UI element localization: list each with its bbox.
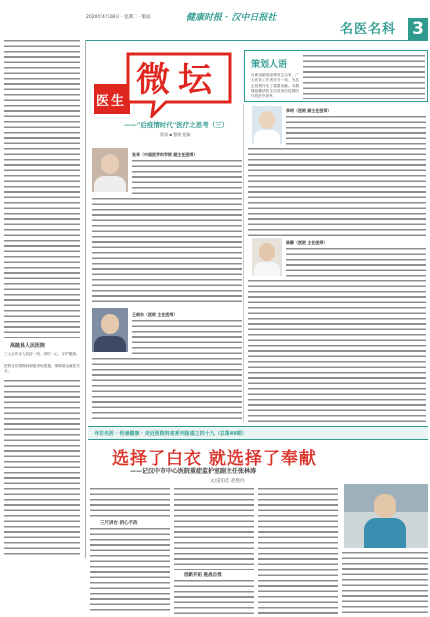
- header-rule: [86, 40, 428, 41]
- photo-face: [259, 243, 275, 261]
- sidebar-paragraph: 医院在疫情期间积极采取措施，保障群众就医安全。: [4, 364, 80, 374]
- planner-paragraph: 自新冠肺炎疫情发生以来，广大医务工作者坚守一线，为抗击疫情作出了重要贡献。本期继续邀请医生们谈谈后疫情时代的医疗思考。: [251, 73, 299, 99]
- banner-byline: 策划 ▪ 整理 组稿: [160, 132, 191, 137]
- sidebar-text-block: [4, 40, 80, 338]
- story-section-heading: 三尺讲台 初心不改: [100, 521, 138, 526]
- doctor-text-block: [248, 280, 426, 422]
- doctor-caption: 王晓东（医院 主任医师）: [132, 312, 178, 317]
- story-text-block: [258, 488, 338, 614]
- story-photo: [344, 484, 428, 548]
- photo-face: [101, 314, 119, 334]
- story-headline: 选择了白衣 就选择了奉献: [112, 449, 317, 469]
- photo-face: [259, 111, 275, 129]
- story-author: 文/雷伯佳 赵艳玲: [210, 479, 245, 484]
- story-section-heading: 创新开拓 挑战自我: [184, 573, 222, 578]
- banner-subtitle: ——"后疫情时代"医疗之思考（三）: [124, 121, 229, 129]
- photo-face: [101, 154, 119, 174]
- story-text-block: [174, 580, 254, 614]
- photo-body: [254, 130, 280, 144]
- newspaper-logo: 健康时报 · 汉中日报社: [186, 13, 277, 23]
- page-number: 3: [408, 18, 428, 40]
- doctor-text-block: [132, 160, 242, 196]
- banner-title-big: 微坛: [136, 60, 220, 100]
- doctor-text-block: [286, 248, 426, 278]
- story-text-block: [174, 488, 254, 570]
- doctor-text-block: [92, 358, 242, 422]
- page-header: [0, 0, 430, 44]
- left-sidebar: [0, 40, 84, 558]
- story-subheadline: ——记汉中市中心医院重症监护室副主任张林涛: [130, 468, 257, 475]
- story-text-block: [90, 488, 170, 518]
- doctor-caption: 李明（医院 副主任医师）: [286, 108, 332, 113]
- section-title: 名医名科: [340, 22, 397, 37]
- doctor-photo: [92, 148, 128, 192]
- planner-title: 策划人语: [251, 60, 288, 70]
- doctor-text-block: [286, 116, 426, 146]
- sidebar-paragraph: 三人合作步入抗疫一线，团结一心，守护健康。: [4, 352, 80, 356]
- doctor-text-block: [248, 148, 426, 236]
- sidebar-text-block: [4, 380, 80, 556]
- doctor-text-block: [92, 198, 242, 304]
- story-text-block: [90, 528, 170, 614]
- doctor-photo: [252, 238, 282, 276]
- sidebar-subheading: 高陵县人民医院: [10, 343, 46, 349]
- doctor-caption: 陈静（医院 主任医师）: [286, 240, 328, 245]
- doctor-caption: 张华（中国医学科学院 副主任医师）: [132, 152, 198, 157]
- column-divider: [85, 40, 86, 558]
- photo-body: [94, 176, 126, 192]
- header-date: 2020年4月28日 · 星期二 · 版面: [86, 15, 151, 20]
- story-kicker-bar: [88, 426, 428, 440]
- column-divider: [243, 104, 244, 422]
- photo-body: [254, 262, 280, 276]
- story-text-block: [342, 552, 428, 614]
- photo-figure-body: [364, 518, 406, 548]
- banner-title-left: 医生: [96, 94, 127, 109]
- planner-box: [244, 50, 428, 102]
- doctor-photo: [252, 106, 282, 144]
- doctor-text-block: [132, 320, 242, 356]
- planner-text-block: [303, 55, 425, 99]
- photo-figure: [374, 494, 396, 518]
- story-kicker: 寻访名医 · 传递健康 · 走近医院科室系列报道之四十九（总第49期）: [94, 431, 247, 437]
- banner: [88, 44, 240, 140]
- doctor-photo: [92, 308, 128, 352]
- photo-body: [94, 336, 126, 352]
